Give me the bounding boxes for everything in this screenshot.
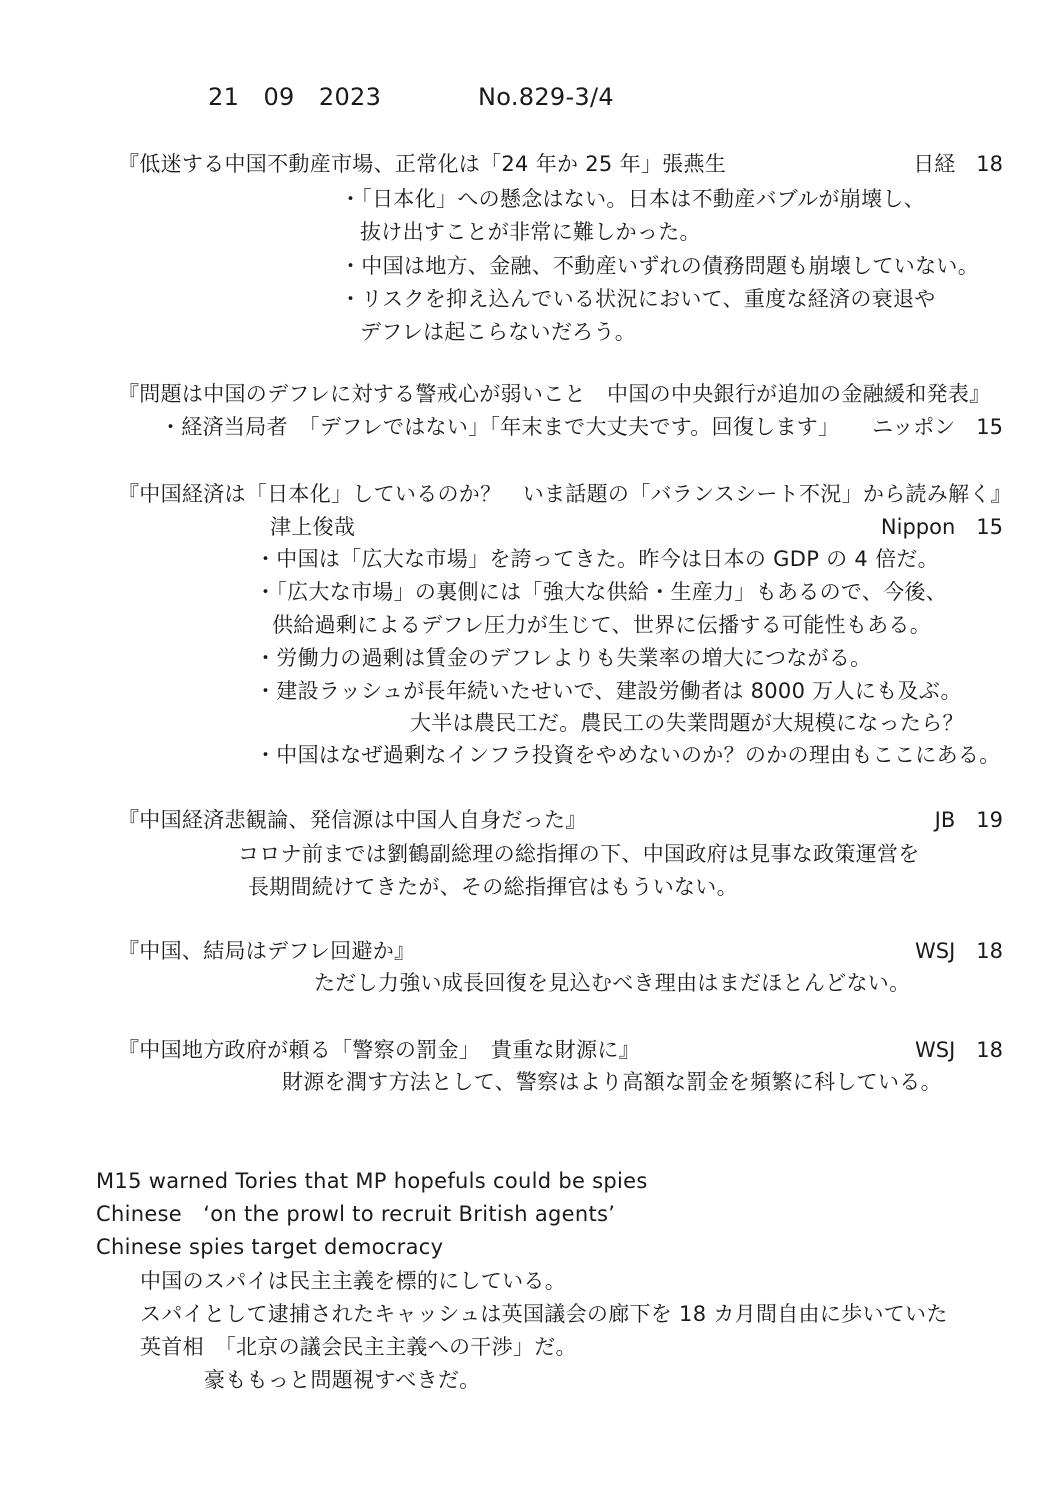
article-title: 『中国経済悲観論、発信源は中国人自身だった』 <box>118 808 587 832</box>
article-text: 長期間続けてきたが、その総指揮官はもういない。 <box>248 875 738 899</box>
note-line: 豪ももっと問題視すべきだ。 <box>204 1368 481 1392</box>
article-text: 大半は農民工だ。農民工の失業問題が大規模になったら？ <box>410 711 964 735</box>
article-bullet: ・中国は地方、金融、不動産いずれの債務問題も崩壊していない。 <box>340 254 979 278</box>
note-line: スパイとして逮捕されたキャッシュは英国議会の廊下を 18 カ月間自由に歩いていた <box>140 1302 948 1326</box>
article-bullet: ・建設ラッシュが長年続いたせいで、建設労働者は 8000 万人にも及ぶ。 <box>255 679 962 703</box>
header-date: 21 09 2023 <box>208 83 382 111</box>
article-bullet: ・中国は「広大な市場」を誇ってきた。昨今は日本の GDP の 4 倍だ。 <box>255 547 939 571</box>
article-source: JB 19 <box>934 808 1003 832</box>
note-line: 英首相 「北京の議会民主主義への干渉」だ。 <box>140 1335 577 1359</box>
article-title: 『低迷する中国不動産市場、正常化は「24 年か 25 年」張燕生 <box>118 152 727 176</box>
article-title: 『中国地方政府が頼る「警察の罰金」 貴重な財源に』 <box>118 1038 640 1062</box>
article-text: 財源を潤す方法として、警察はより高額な罰金を頻繁に科している。 <box>282 1070 942 1094</box>
article-source: Nippon 15 <box>880 515 1003 539</box>
english-headline: M15 warned Tories that MP hopefuls could be spies <box>96 1169 648 1193</box>
article-bullet: ・「広大な市場」の裏側には「強大な供給・生産力」もあるので、今後、 <box>255 580 947 604</box>
english-headline: Chinese spies target democracy <box>96 1235 444 1259</box>
article-title: 『中国経済は「日本化」しているのか？ いま話題の「バランスシート不況」から読み解く』 <box>118 482 1012 506</box>
article-bullet: ・「日本化」への懸念はない。日本は不動産バブルが崩壊し、 <box>340 187 926 211</box>
article-source: ニッポン 15 <box>872 415 1003 439</box>
article-text: ただし力強い成長回復を見込むべき理由はまだほとんどない。 <box>314 971 911 995</box>
article-bullet: ・中国はなぜ過剰なインフラ投資をやめないのか？のかの理由もここにある。 <box>255 743 1001 767</box>
article-bullet: ・労働力の過剰は賃金のデフレよりも失業率の増大につながる。 <box>255 646 872 670</box>
article-source: WSJ 18 <box>914 939 1003 963</box>
article-source: 日経 18 <box>913 152 1003 176</box>
article-text: 供給過剰によるデフレ圧力が生じて、世界に伝播する可能性もある。 <box>272 613 932 637</box>
article-author: 津上俊哉 <box>270 515 356 539</box>
article-bullet: ・経済当局者 「デフレではない」「年末まで大丈夫です。回復します」 <box>160 415 840 439</box>
header-number: No.829-3/4 <box>478 83 614 111</box>
article-text: コロナ前までは劉鶴副総理の総指揮の下、中国政府は見事な政策運営を <box>238 842 920 866</box>
article-bullet: ・リスクを抑え込んでいる状況において、重度な経済の衰退や <box>340 287 936 311</box>
article-text: 抜け出すことが非常に難しかった。 <box>360 220 701 244</box>
article-source: WSJ 18 <box>914 1038 1003 1062</box>
article-title: 『問題は中国のデフレに対する警戒心が弱いこと 中国の中央銀行が追加の金融緩和発表』 <box>118 382 991 406</box>
article-text: デフレは起こらないだろう。 <box>360 320 637 344</box>
note-line: 中国のスパイは民主主義を標的にしている。 <box>140 1269 566 1293</box>
article-title: 『中国、結局はデフレ回避か』 <box>118 939 416 963</box>
english-headline: Chinese ‘on the prowl to recruit British agents’ <box>96 1202 616 1226</box>
